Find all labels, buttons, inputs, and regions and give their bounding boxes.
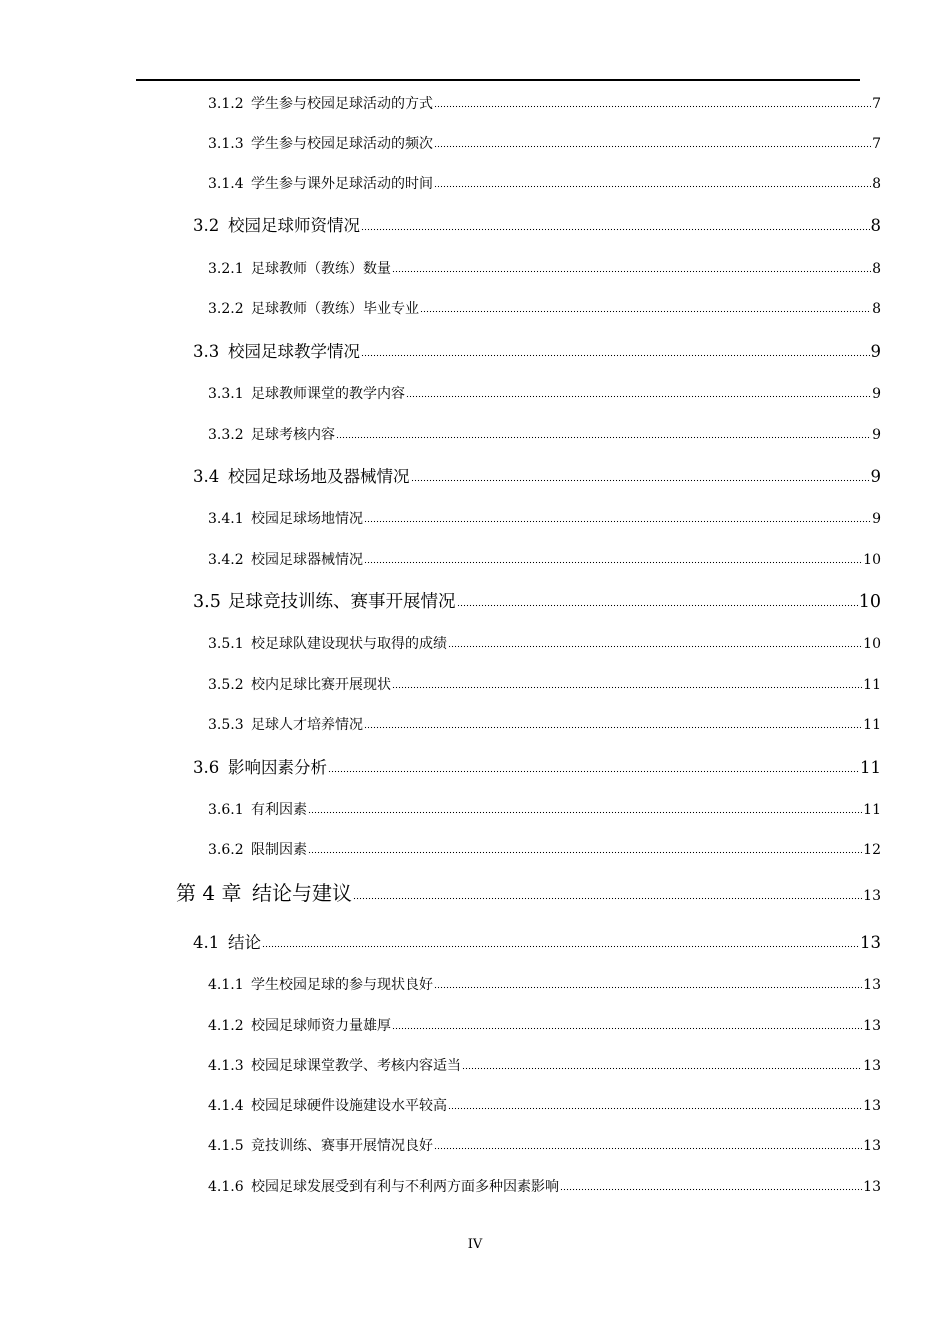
toc-entry-page: 10: [863, 635, 881, 652]
toc-entry-number: 3.2.2: [208, 300, 244, 317]
toc-entry-title: 校园足球课堂教学、考核内容适当: [251, 1057, 461, 1074]
toc-entry-title: 校园足球场地情况: [251, 510, 363, 527]
dot-leader: [308, 801, 862, 814]
toc-entry-4-1[interactable]: [193, 933, 881, 951]
toc-entry-page: 13: [863, 1178, 881, 1195]
toc-entry-title: 校园足球发展受到有利与不利两方面多种因素影响: [251, 1178, 559, 1195]
toc-entry-number: 3.1.4: [208, 175, 244, 192]
toc-entry-4-1-1[interactable]: [208, 976, 881, 992]
page-number-footer: IV: [467, 1237, 483, 1252]
toc-entry-page: 13: [863, 1097, 881, 1114]
dot-leader: [392, 1017, 862, 1030]
toc-entry-title: 有利因素: [251, 801, 307, 818]
toc-entry-number: 3.4.2: [208, 551, 244, 568]
toc-entry-3-4[interactable]: [193, 467, 881, 485]
toc-entry-3-6[interactable]: [193, 758, 881, 776]
toc-entry-number: 3.1.2: [208, 95, 244, 112]
toc-entry-3-5-3[interactable]: [208, 716, 881, 732]
dot-leader: [392, 260, 871, 273]
dot-leader: [434, 135, 871, 148]
toc-entry-title: 校园足球师资情况: [228, 215, 360, 235]
toc-entry-number: 4.1.4: [208, 1097, 244, 1114]
toc-entry-page: 11: [863, 716, 881, 733]
toc-entry-page: 8: [870, 215, 881, 235]
toc-entry-number: 3.5.3: [208, 716, 244, 733]
toc-entry-number: 3.4.1: [208, 510, 244, 527]
dot-leader: [406, 385, 871, 398]
toc-entry-3-5[interactable]: [193, 591, 881, 611]
toc-entry-page: 11: [863, 676, 881, 693]
toc-entry-chapter-4[interactable]: [176, 882, 881, 903]
dot-leader: [361, 216, 870, 231]
toc-entry-page: 8: [872, 175, 881, 192]
dot-leader: [434, 1137, 862, 1150]
dot-leader: [434, 175, 871, 188]
toc-entry-3-4-2[interactable]: [208, 551, 881, 567]
toc-entry-number: 3.2: [193, 215, 220, 235]
toc-entry-title: 限制因素: [251, 841, 307, 858]
toc-entry-number: 3.1.3: [208, 135, 244, 152]
dot-leader: [308, 841, 862, 854]
toc-entry-page: 9: [870, 341, 881, 361]
toc-entry-title: 竞技训练、赛事开展情况良好: [251, 1137, 433, 1154]
toc-entry-number: 3.6.2: [208, 841, 244, 858]
toc-entry-page: 9: [870, 466, 881, 486]
dot-leader: [364, 551, 862, 564]
toc-entry-title: 足球考核内容: [251, 426, 335, 443]
toc-entry-number: 3.6.1: [208, 801, 244, 818]
toc-entry-page: 13: [863, 1017, 881, 1034]
toc-entry-3-3-1[interactable]: [208, 385, 881, 401]
toc-entry-title: 影响因素分析: [228, 757, 327, 777]
toc-entry-title: 校内足球比赛开展现状: [251, 676, 391, 693]
toc-entry-title: 足球人才培养情况: [251, 716, 363, 733]
toc-entry-number: 4.1: [193, 932, 220, 952]
dot-leader: [353, 882, 862, 900]
toc-entry-3-1-3[interactable]: [208, 135, 881, 151]
toc-entry-page: 11: [863, 801, 881, 818]
toc-entry-number: 第 4 章: [176, 881, 242, 905]
toc-entry-3-6-1[interactable]: [208, 801, 881, 817]
toc-entry-4-1-5[interactable]: [208, 1137, 881, 1153]
toc-entry-3-2[interactable]: [193, 216, 881, 234]
toc-entry-number: 4.1.5: [208, 1137, 244, 1154]
toc-entry-number: 4.1.2: [208, 1017, 244, 1034]
toc-entry-page: 10: [863, 551, 881, 568]
toc-entry-title: 校足球队建设现状与取得的成绩: [251, 635, 447, 652]
toc-entry-page: 12: [863, 841, 881, 858]
toc-entry-number: 3.5.1: [208, 635, 244, 652]
toc-entry-page: 7: [872, 135, 881, 152]
toc-entry-page: 10: [858, 591, 881, 612]
toc-entry-title: 足球竞技训练、赛事开展情况: [228, 591, 456, 612]
toc-entry-title: 结论与建议: [252, 881, 352, 905]
toc-entry-title: 学生参与校园足球活动的方式: [251, 95, 433, 112]
dot-leader: [560, 1178, 862, 1191]
toc-entry-number: 3.5: [193, 591, 221, 612]
toc-entry-title: 学生参与课外足球活动的时间: [251, 175, 433, 192]
dot-leader: [364, 716, 862, 729]
toc-entry-4-1-3[interactable]: [208, 1057, 881, 1073]
toc-entry-number: 3.3.2: [208, 426, 244, 443]
toc-entry-3-5-1[interactable]: [208, 635, 881, 651]
dot-leader: [462, 1057, 862, 1070]
toc-entry-page: 8: [872, 260, 881, 277]
toc-entry-number: 4.1.6: [208, 1178, 244, 1195]
toc-entry-4-1-2[interactable]: [208, 1017, 881, 1033]
toc-entry-number: 3.6: [193, 757, 220, 777]
toc-entry-title: 校园足球硬件设施建设水平较高: [251, 1097, 447, 1114]
toc-entry-4-1-4[interactable]: [208, 1097, 881, 1113]
toc-entry-page: 13: [863, 1137, 881, 1154]
dot-leader: [457, 591, 858, 607]
toc-entry-4-1-6[interactable]: [208, 1178, 881, 1194]
dot-leader: [448, 1097, 862, 1110]
toc-entry-number: 3.2.1: [208, 260, 244, 277]
toc-entry-3-1-2[interactable]: [208, 95, 881, 111]
toc-entry-title: 足球教师（教练）数量: [251, 260, 391, 277]
dot-leader: [392, 676, 862, 689]
toc-entry-page: 13: [860, 932, 881, 952]
dot-leader: [411, 467, 870, 482]
dot-leader: [364, 510, 871, 523]
toc-entry-title: 足球教师课堂的教学内容: [251, 385, 405, 402]
toc-entry-page: 8: [872, 300, 881, 317]
toc-entry-title: 校园足球师资力量雄厚: [251, 1017, 391, 1034]
toc-entry-page: 13: [863, 888, 881, 904]
toc-entry-title: 校园足球教学情况: [228, 341, 360, 361]
toc-entry-title: 校园足球器械情况: [251, 551, 363, 568]
toc-entry-3-2-2[interactable]: [208, 300, 881, 316]
dot-leader: [262, 933, 859, 948]
toc-entry-page: 13: [863, 976, 881, 993]
toc-entry-3-5-2[interactable]: [208, 676, 881, 692]
toc-entry-3-6-2[interactable]: [208, 841, 881, 857]
toc-entry-page: 7: [872, 95, 881, 112]
toc-entry-page: 13: [863, 1057, 881, 1074]
dot-leader: [448, 635, 862, 648]
toc-entry-number: 4.1.3: [208, 1057, 244, 1074]
toc-entry-3-1-4[interactable]: [208, 175, 881, 191]
dot-leader: [361, 342, 870, 357]
toc-entry-title: 学生参与校园足球活动的频次: [251, 135, 433, 152]
dot-leader: [328, 758, 859, 773]
toc-entry-title: 校园足球场地及器械情况: [228, 466, 410, 486]
toc-entry-number: 3.5.2: [208, 676, 244, 693]
toc-entry-3-3[interactable]: [193, 342, 881, 360]
toc-entry-3-3-2[interactable]: [208, 426, 881, 442]
toc-entry-3-2-1[interactable]: [208, 260, 881, 276]
dot-leader: [434, 95, 871, 108]
dot-leader: [420, 300, 871, 313]
toc-entry-title: 结论: [228, 932, 261, 952]
toc-entry-page: 9: [872, 510, 881, 527]
toc-entry-number: 3.3.1: [208, 385, 244, 402]
toc-entry-number: 3.3: [193, 341, 220, 361]
toc-entry-page: 9: [872, 385, 881, 402]
toc-entry-number: 3.4: [193, 466, 220, 486]
toc-entry-number: 4.1.1: [208, 976, 244, 993]
toc-entry-3-4-1[interactable]: [208, 510, 881, 526]
toc-entry-page: 9: [872, 426, 881, 443]
toc-entry-title: 学生校园足球的参与现状良好: [251, 976, 433, 993]
dot-leader: [434, 976, 862, 989]
toc-entry-page: 11: [860, 757, 881, 777]
dot-leader: [336, 426, 871, 439]
toc-entry-title: 足球教师（教练）毕业专业: [251, 300, 419, 317]
